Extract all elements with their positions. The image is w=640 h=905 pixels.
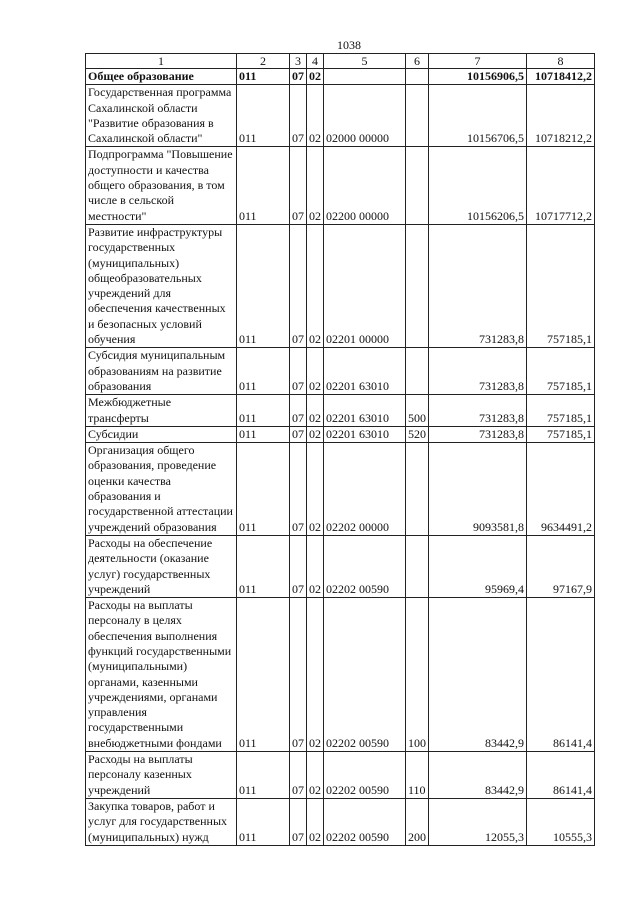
column-header: 3: [290, 54, 307, 69]
amount-year-1-cell: 83442,9: [429, 598, 527, 752]
amount-year-2-cell: 757185,1: [527, 224, 595, 347]
expense-type-code-cell: [406, 348, 429, 395]
section-code-cell: 07: [290, 147, 307, 224]
amount-year-2-cell: 86141,4: [527, 598, 595, 752]
amount-year-2-cell: 757185,1: [527, 395, 595, 427]
ministry-code-cell: 011: [237, 395, 290, 427]
ministry-code-cell: 011: [237, 85, 290, 147]
amount-year-2-cell: 10718212,2: [527, 85, 595, 147]
target-article-code-cell: 02201 63010: [324, 395, 406, 427]
target-article-code-cell: 02202 00590: [324, 752, 406, 799]
table-row: [86, 69, 595, 85]
target-article-code-cell: 02202 00000: [324, 443, 406, 536]
table-row: [86, 224, 595, 347]
column-header: 7: [429, 54, 527, 69]
section-code-cell: 07: [290, 598, 307, 752]
amount-year-1-cell: 731283,8: [429, 395, 527, 427]
expense-type-code-cell: [406, 69, 429, 85]
ministry-code-cell: 011: [237, 598, 290, 752]
target-article-code-cell: 02202 00590: [324, 798, 406, 845]
target-article-code-cell: 02000 00000: [324, 85, 406, 147]
target-article-code-cell: 02202 00590: [324, 598, 406, 752]
column-header: 6: [406, 54, 429, 69]
section-code-cell: 07: [290, 348, 307, 395]
budget-table: [85, 53, 595, 846]
item-name-cell: Развитие инфраструктуры государственных (муниципальных) общеобразовательных учреждений для обеспечения качественных и безопасных условий обучения: [86, 224, 237, 347]
target-article-code-cell: [324, 69, 406, 85]
table-row: [86, 348, 595, 395]
amount-year-1-cell: 731283,8: [429, 348, 527, 395]
table-row: [86, 85, 595, 147]
expense-type-code-cell: [406, 224, 429, 347]
subsection-code-cell: 02: [307, 426, 324, 442]
table-row: [86, 426, 595, 442]
amount-year-2-cell: 757185,1: [527, 426, 595, 442]
target-article-code-cell: 02200 00000: [324, 147, 406, 224]
subsection-code-cell: 02: [307, 348, 324, 395]
amount-year-1-cell: 731283,8: [429, 426, 527, 442]
item-name-cell: Расходы на обеспечение деятельности (оказание услуг) государственных учреждений: [86, 535, 237, 597]
amount-year-1-cell: 12055,3: [429, 798, 527, 845]
subsection-code-cell: 02: [307, 224, 324, 347]
item-name-cell: Субсидия муниципальным образованиям на развитие образования: [86, 348, 237, 395]
expense-type-code-cell: 500: [406, 395, 429, 427]
table-row: [86, 752, 595, 799]
section-code-cell: 07: [290, 224, 307, 347]
ministry-code-cell: 011: [237, 535, 290, 597]
amount-year-1-cell: 10156206,5: [429, 147, 527, 224]
target-article-code-cell: 02201 00000: [324, 224, 406, 347]
ministry-code-cell: 011: [237, 69, 290, 85]
expense-type-code-cell: 110: [406, 752, 429, 799]
table-header-row: [86, 54, 595, 69]
column-header: 4: [307, 54, 324, 69]
item-name-cell: Государственная программа Сахалинской области "Развитие образования в Сахалинской области": [86, 85, 237, 147]
column-header: 5: [324, 54, 406, 69]
expense-type-code-cell: 520: [406, 426, 429, 442]
section-code-cell: 07: [290, 395, 307, 427]
target-article-code-cell: 02201 63010: [324, 426, 406, 442]
subsection-code-cell: 02: [307, 69, 324, 85]
ministry-code-cell: 011: [237, 224, 290, 347]
ministry-code-cell: 011: [237, 752, 290, 799]
amount-year-1-cell: 83442,9: [429, 752, 527, 799]
amount-year-1-cell: 95969,4: [429, 535, 527, 597]
ministry-code-cell: 011: [237, 798, 290, 845]
subsection-code-cell: 02: [307, 147, 324, 224]
item-name-cell: Расходы на выплаты персоналу казенных учреждений: [86, 752, 237, 799]
expense-type-code-cell: [406, 535, 429, 597]
amount-year-1-cell: 731283,8: [429, 224, 527, 347]
table-row: [86, 147, 595, 224]
section-code-cell: 07: [290, 798, 307, 845]
section-code-cell: 07: [290, 535, 307, 597]
amount-year-2-cell: 86141,4: [527, 752, 595, 799]
expense-type-code-cell: 100: [406, 598, 429, 752]
amount-year-2-cell: 10555,3: [527, 798, 595, 845]
amount-year-2-cell: 97167,9: [527, 535, 595, 597]
table-row: [86, 395, 595, 427]
subsection-code-cell: 02: [307, 535, 324, 597]
table-row: [86, 598, 595, 752]
subsection-code-cell: 02: [307, 798, 324, 845]
subsection-code-cell: 02: [307, 752, 324, 799]
section-code-cell: 07: [290, 752, 307, 799]
target-article-code-cell: 02202 00590: [324, 535, 406, 597]
section-code-cell: 07: [290, 443, 307, 536]
table-row: [86, 535, 595, 597]
amount-year-2-cell: 10717712,2: [527, 147, 595, 224]
ministry-code-cell: 011: [237, 147, 290, 224]
section-code-cell: 07: [290, 69, 307, 85]
expense-type-code-cell: [406, 443, 429, 536]
ministry-code-cell: 011: [237, 426, 290, 442]
ministry-code-cell: 011: [237, 443, 290, 536]
column-header: 2: [237, 54, 290, 69]
expense-type-code-cell: [406, 147, 429, 224]
item-name-cell: Общее образование: [86, 69, 237, 85]
item-name-cell: Субсидии: [86, 426, 237, 442]
column-header: 8: [527, 54, 595, 69]
target-article-code-cell: 02201 63010: [324, 348, 406, 395]
table-row: [86, 798, 595, 845]
amount-year-1-cell: 10156706,5: [429, 85, 527, 147]
ministry-code-cell: 011: [237, 348, 290, 395]
item-name-cell: Организация общего образования, проведение оценки качества образования и государственной аттестации учреждений образования: [86, 443, 237, 536]
item-name-cell: Расходы на выплаты персоналу в целях обеспечения выполнения функций государственными (муниципальными) органами, казенными учреждениями, органами управления государственными внебюджетными фондами: [86, 598, 237, 752]
expense-type-code-cell: 200: [406, 798, 429, 845]
item-name-cell: Межбюджетные трансферты: [86, 395, 237, 427]
section-code-cell: 07: [290, 426, 307, 442]
table-row: [86, 443, 595, 536]
amount-year-2-cell: 9634491,2: [527, 443, 595, 536]
item-name-cell: Подпрограмма "Повышение доступности и качества общего образования, в том числе в сельской местности": [86, 147, 237, 224]
section-code-cell: 07: [290, 85, 307, 147]
subsection-code-cell: 02: [307, 395, 324, 427]
amount-year-2-cell: 10718412,2: [527, 69, 595, 85]
amount-year-1-cell: 9093581,8: [429, 443, 527, 536]
item-name-cell: Закупка товаров, работ и услуг для государственных (муниципальных) нужд: [86, 798, 237, 845]
amount-year-1-cell: 10156906,5: [429, 69, 527, 85]
subsection-code-cell: 02: [307, 85, 324, 147]
subsection-code-cell: 02: [307, 598, 324, 752]
subsection-code-cell: 02: [307, 443, 324, 536]
expense-type-code-cell: [406, 85, 429, 147]
page-number: 1038: [337, 38, 361, 52]
column-header: 1: [86, 54, 237, 69]
amount-year-2-cell: 757185,1: [527, 348, 595, 395]
